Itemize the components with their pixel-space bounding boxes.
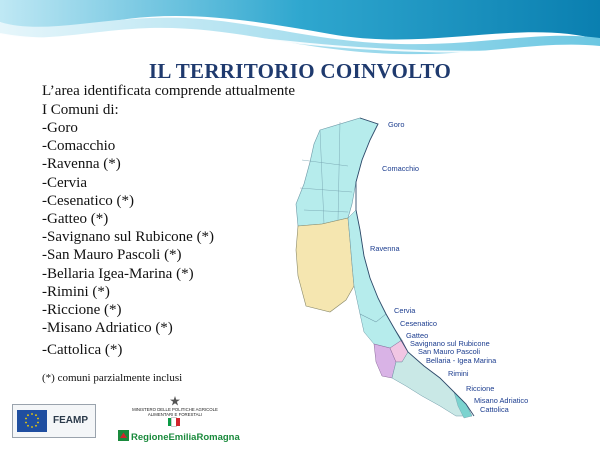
region-logo-icon (118, 430, 129, 441)
intro-text: L’area identificata comprende attualmente (42, 83, 296, 99)
map-label-rimini: Rimini (448, 369, 469, 378)
list-item: -Riccione (*) (42, 302, 122, 319)
ministry-name-line2: ALIMENTARI E FORESTALI (147, 412, 203, 417)
map-label-sanmauro: San Mauro Pascoli (418, 347, 481, 356)
municipality-list (42, 119, 214, 360)
map-region-comacchio (296, 118, 378, 226)
list-item: -Gatteo (*) (42, 211, 109, 228)
region-logo-text: RegioneEmiliaRomagna (131, 432, 240, 443)
list-item: -San Mauro Pascoli (*) (42, 247, 182, 264)
map-label-riccione: Riccione (466, 384, 495, 393)
ministry-logo (128, 396, 222, 417)
territory-map (290, 100, 600, 430)
eu-flag-icon (17, 410, 47, 432)
map-label-goro: Goro (388, 120, 405, 129)
feamp-logo-text: FEAMP (53, 415, 88, 426)
header-wave-decoration (0, 0, 600, 62)
list-item: -Cervia (42, 174, 87, 191)
map-label-gatteo: Gatteo (406, 331, 429, 340)
intro-subtext: I Comuni di: (42, 102, 119, 118)
italian-flag-icon (168, 418, 180, 426)
map-label-cesenatico: Cesenatico (400, 319, 437, 328)
footnote: (*) comuni parzialmente inclusi (42, 372, 183, 384)
map-label-ravenna: Ravenna (370, 244, 400, 253)
list-item: -Goro (42, 120, 78, 136)
map-region-ravenna (296, 218, 354, 312)
slide-title: IL TERRITORIO COINVOLTO (148, 59, 452, 83)
map-label-cattolica: Cattolica (480, 405, 509, 414)
list-item: -Rimini (*) (42, 283, 110, 300)
list-item: -Ravenna (*) (42, 156, 121, 173)
emblem-icon (170, 396, 180, 406)
list-item: -Misano Adriatico (*) (42, 320, 173, 337)
list-item: -Savignano sul Rubicone (*) (42, 229, 215, 246)
feamp-logo (12, 404, 96, 438)
map-label-cervia: Cervia (394, 306, 416, 315)
map-label-savignano: Savignano sul Rubicone (410, 339, 490, 348)
list-item: -Cattolica (*) (42, 342, 123, 359)
list-item: -Bellaria Igea-Marina (*) (42, 265, 194, 282)
list-item: -Cesenatico (*) (42, 192, 135, 209)
map-label-bellaria: Bellaria - Igea Marina (426, 356, 497, 365)
map-label-comacchio: Comacchio (382, 164, 419, 173)
map-label-misano: Misano Adriatico (474, 396, 529, 405)
ministry-name-line1: MINISTERO DELLE POLITICHE AGRICOLE (132, 407, 218, 412)
list-item: -Comacchio (42, 138, 116, 155)
